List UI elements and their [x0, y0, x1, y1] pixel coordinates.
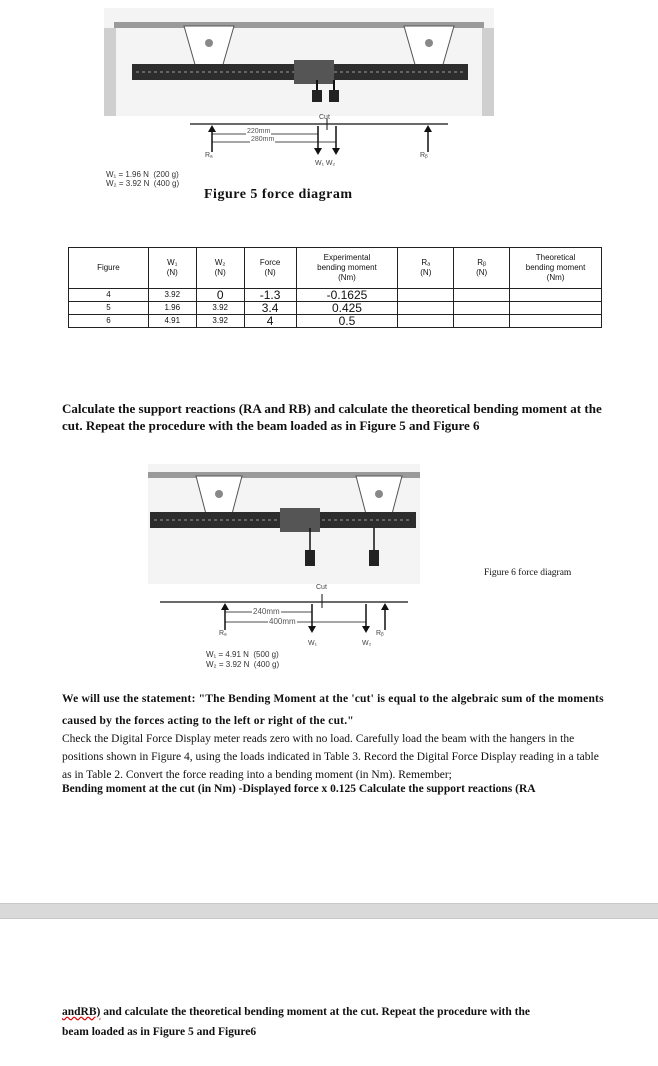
fig5-dim-long: 280mm [251, 136, 275, 143]
header-figure: Figure [69, 248, 149, 289]
cell-figure: 5 [69, 302, 149, 315]
continuation-paragraph [62, 1002, 608, 1042]
cell-rb [454, 315, 510, 328]
cell-w2: 0 [196, 289, 244, 302]
table-row [69, 315, 602, 328]
header-w1: W₁ (N) [148, 248, 196, 289]
cell-theoretical [510, 289, 602, 302]
fig6-load2: W₂ = 3.92 N (400 g) [206, 660, 280, 669]
task-heading: Calculate the support reactions (RA and RB) and calculate the theoretical bending moment at the cut. Repeat the procedure with the beam loaded as in Figure 5 and Figure 6 [62, 401, 602, 433]
fig6-ra-label: Rₐ [219, 630, 227, 637]
cell-w1: 4.91 [148, 315, 196, 328]
figure5-photo [104, 8, 494, 116]
fig6-dim-short: 240mm [253, 607, 280, 616]
cell-experimental: 0.425 [296, 302, 398, 315]
formula-line: Bending moment at the cut (in Nm) -Displayed force x 0.125 Calculate the support reactions (RA [62, 783, 536, 795]
cell-ra [398, 302, 454, 315]
cell-ra [398, 289, 454, 302]
fig6-load1: W₁ = 4.91 N (500 g) [206, 650, 279, 659]
fig6-cut-label: Cut [316, 584, 327, 591]
table-row [69, 289, 602, 302]
fig6-dim-long: 400mm [269, 617, 296, 626]
cell-experimental: -0.1625 [296, 289, 398, 302]
cell-figure: 4 [69, 289, 149, 302]
table-row [69, 302, 602, 315]
fig5-load2: W₂ = 3.92 N (400 g) [106, 179, 180, 188]
cell-w2: 3.92 [196, 302, 244, 315]
cell-figure: 6 [69, 315, 149, 328]
cell-rb [454, 289, 510, 302]
fig6-caption: Figure 6 force diagram [484, 568, 572, 578]
fig6-w2-label: W₂ [362, 640, 372, 647]
fig5-w-label: W₁ W₂ [315, 160, 336, 167]
fig5-caption: Figure 5 force diagram [204, 187, 353, 202]
header-experimental: Experimental bending moment (Nm) [296, 248, 398, 289]
fig5-dim-short: 220mm [247, 128, 271, 135]
page-divider [0, 903, 658, 919]
cell-w1: 1.96 [148, 302, 196, 315]
header-ra: Rₐ (N) [398, 248, 454, 289]
header-w2: W₂ (N) [196, 248, 244, 289]
header-force: Force (N) [244, 248, 296, 289]
instructions-paragraph: Check the Digital Force Display meter reads zero with no load. Carefully load the beam with the hangers in the positions shown in Figure 4, using the loads indicated in Table 3. Record the Digital Force Display reading in a table as in Table 2. Convert the force reading into a bending moment (in Nm). Remember; [62, 733, 599, 781]
cell-w2: 3.92 [196, 315, 244, 328]
cell-w1: 3.92 [148, 289, 196, 302]
cell-force: 3.4 [244, 302, 296, 315]
cell-theoretical [510, 315, 602, 328]
cell-rb [454, 302, 510, 315]
fig6-rb-label: Rᵦ [376, 630, 384, 637]
cell-force: 4 [244, 315, 296, 328]
continuation-line2: beam loaded as in Figure 5 and Figure6 [62, 1026, 257, 1038]
cell-force: -1.3 [244, 289, 296, 302]
fig5-load1: W₁ = 1.96 N (200 g) [106, 170, 179, 179]
results-table [68, 247, 602, 328]
header-rb: Rᵦ (N) [454, 248, 510, 289]
continuation-text: and calculate the theoretical bending moment at the cut. Repeat the procedure with the [100, 1006, 530, 1018]
cell-theoretical [510, 302, 602, 315]
fig5-cut-label: Cut [319, 114, 330, 121]
fig5-rb-label: Rᵦ [420, 152, 428, 159]
table-header-row [69, 248, 602, 289]
fig5-ra-label: Rₐ [205, 152, 213, 159]
header-theoretical: Theoretical bending moment (Nm) [510, 248, 602, 289]
statement-paragraph: We will use the statement: "The Bending Moment at the 'cut' is equal to the algebraic sum of the moments caused by the forces acting to the left or right of the cut." [62, 693, 604, 727]
spellcheck-word[interactable]: andRB) [62, 1006, 101, 1018]
cell-ra [398, 315, 454, 328]
figure6-photo [148, 464, 420, 584]
fig6-w1-label: W₁ [308, 640, 317, 647]
cell-experimental: 0.5 [296, 315, 398, 328]
